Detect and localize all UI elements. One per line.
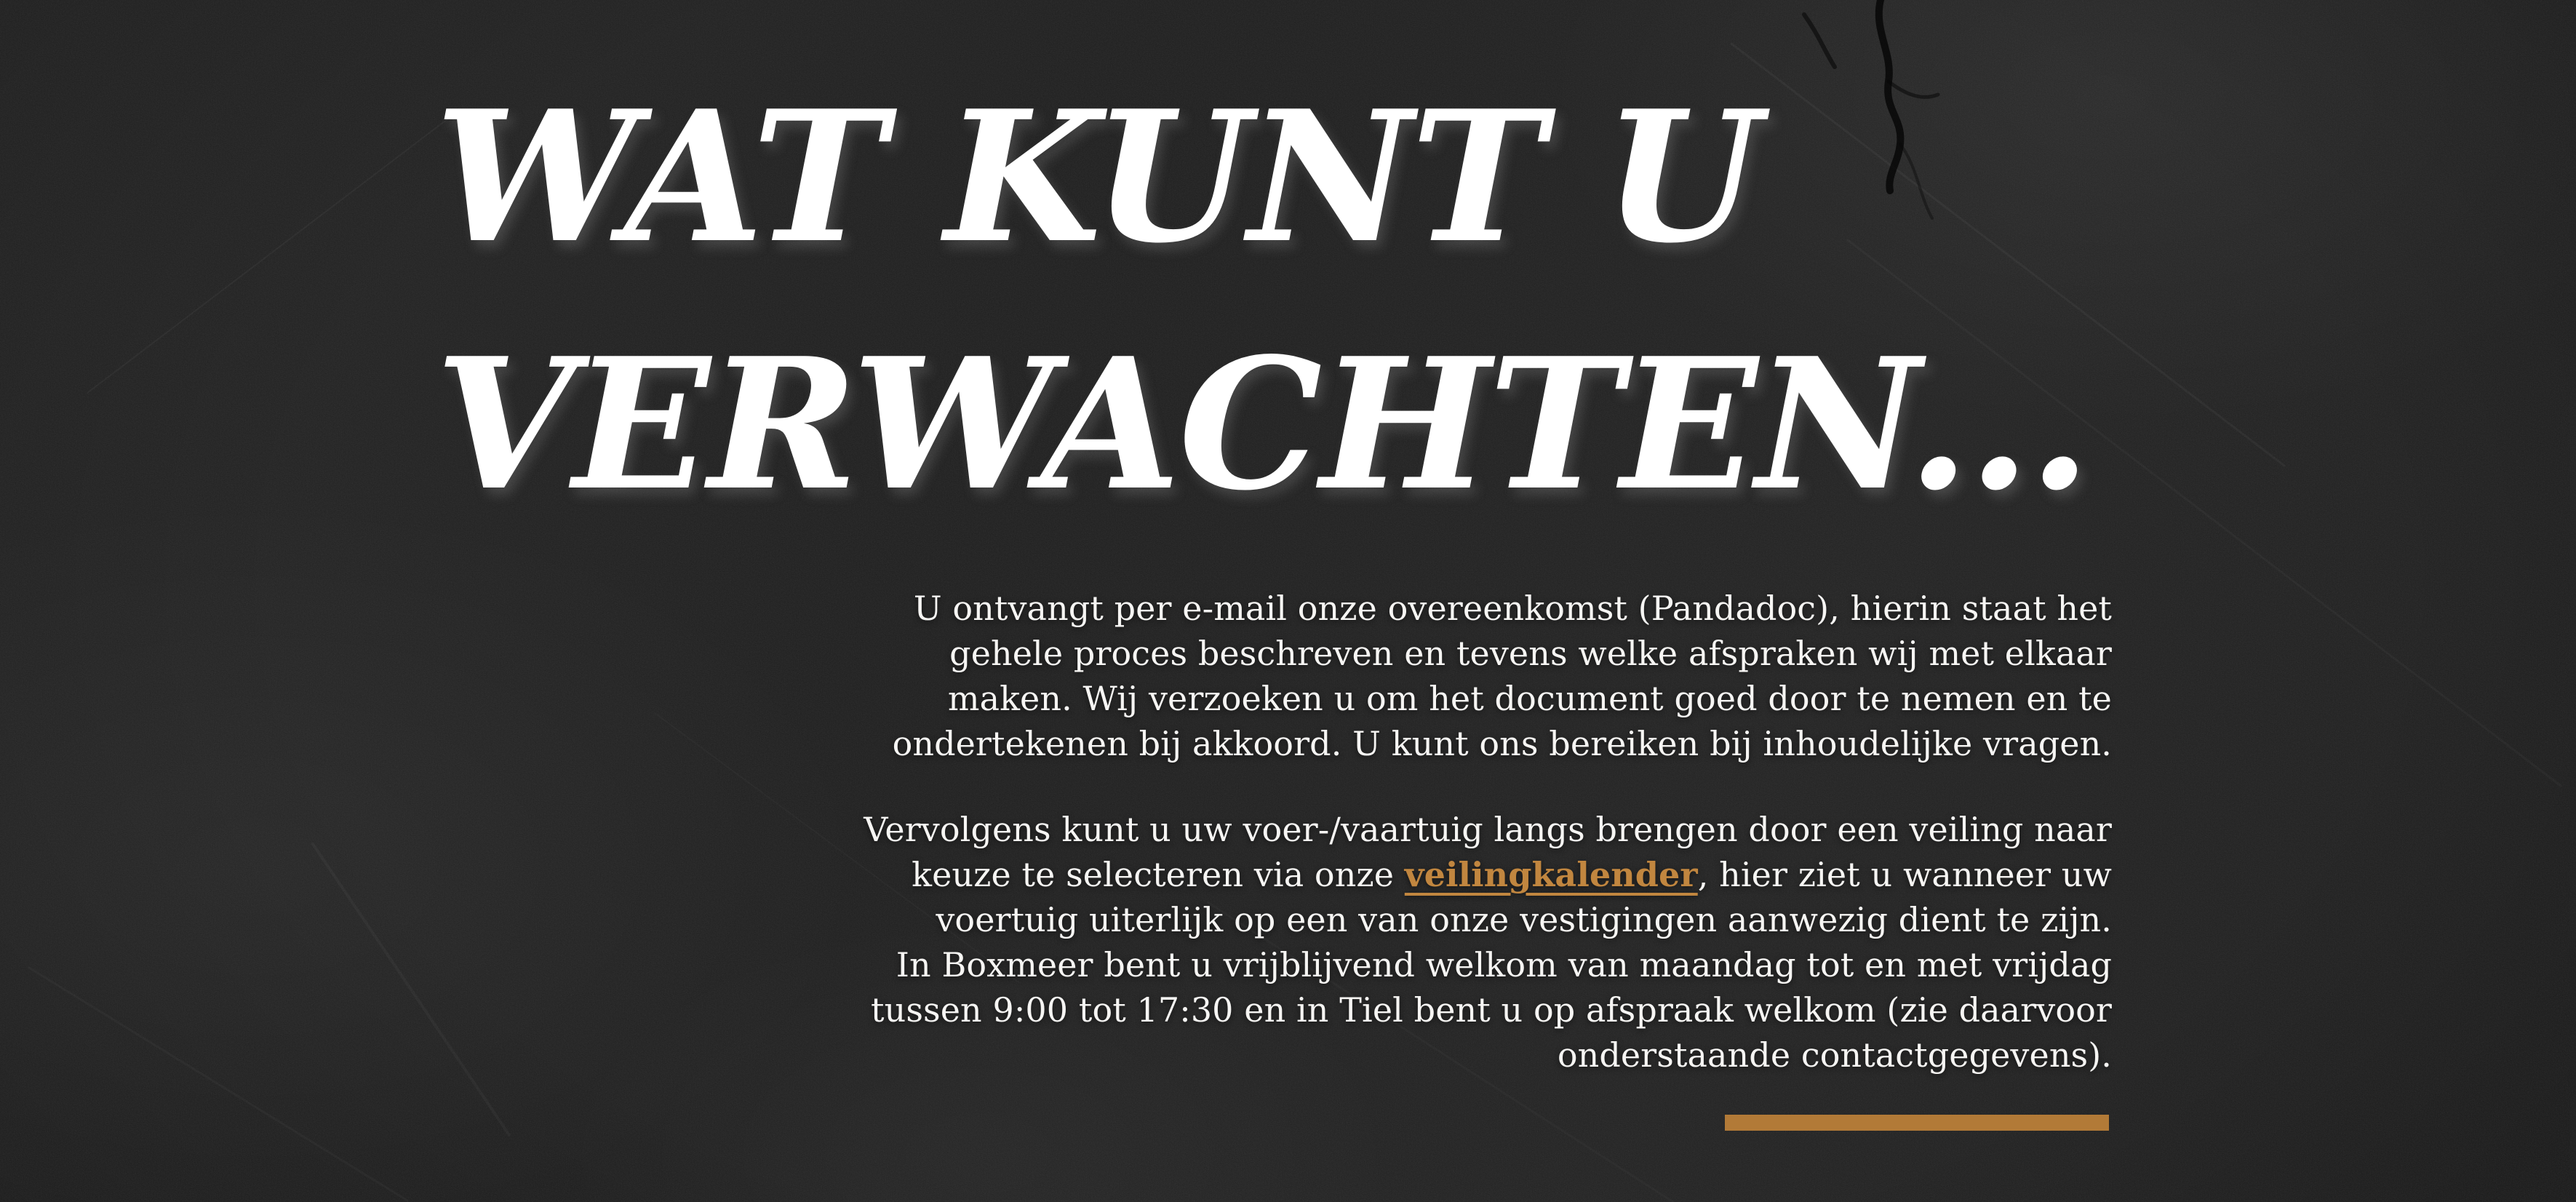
- paragraph-line: gehele proces beschreven en tevens welke afspraken wij met elkaar: [949, 634, 2112, 673]
- link-line-after: , hier ziet u wanneer uw: [1697, 855, 2112, 894]
- paragraph-line: onderstaande contactgegevens).: [1557, 1035, 2112, 1075]
- paragraph-line: voertuig uiterlijk op een van onze vestigingen aanwezig dient te zijn.: [936, 900, 2112, 939]
- paragraph-line: U ontvangt per e-mail onze overeenkomst (Pandadoc), hierin staat het: [913, 589, 2112, 628]
- paragraph-line: ondertekenen bij akkoord. U kunt ons bereiken bij inhoudelijke vragen.: [892, 724, 2112, 763]
- paragraph-line: In Boxmeer bent u vrijblijvend welkom van maandag tot en met vrijdag: [896, 945, 2112, 984]
- paragraph-auction: [584, 807, 2112, 1078]
- link-line-before: keuze te selecteren via onze: [912, 855, 1405, 894]
- page-title-line-1: WAT KUNT U: [435, 71, 1759, 283]
- accent-divider: [1725, 1115, 2109, 1131]
- veilingkalender-link[interactable]: veilingkalender: [1404, 855, 1698, 894]
- paragraph-line: Vervolgens kunt u uw voer-/vaartuig langs brengen door een veiling naar: [864, 810, 2112, 849]
- paragraph-line: tussen 9:00 tot 17:30 en in Tiel bent u op afspraak welkom (zie daarvoor: [871, 990, 2112, 1030]
- page-title-line-2: VERWACHTEN...: [435, 319, 2089, 530]
- paragraph-line: maken. Wij verzoeken u om het document goed door te nemen en te: [947, 679, 2112, 718]
- paragraph-agreement: [584, 586, 2112, 766]
- intro-text-block: [584, 586, 2112, 1131]
- paragraph-line-with-link: [584, 852, 2112, 897]
- page-title: [435, 54, 2089, 549]
